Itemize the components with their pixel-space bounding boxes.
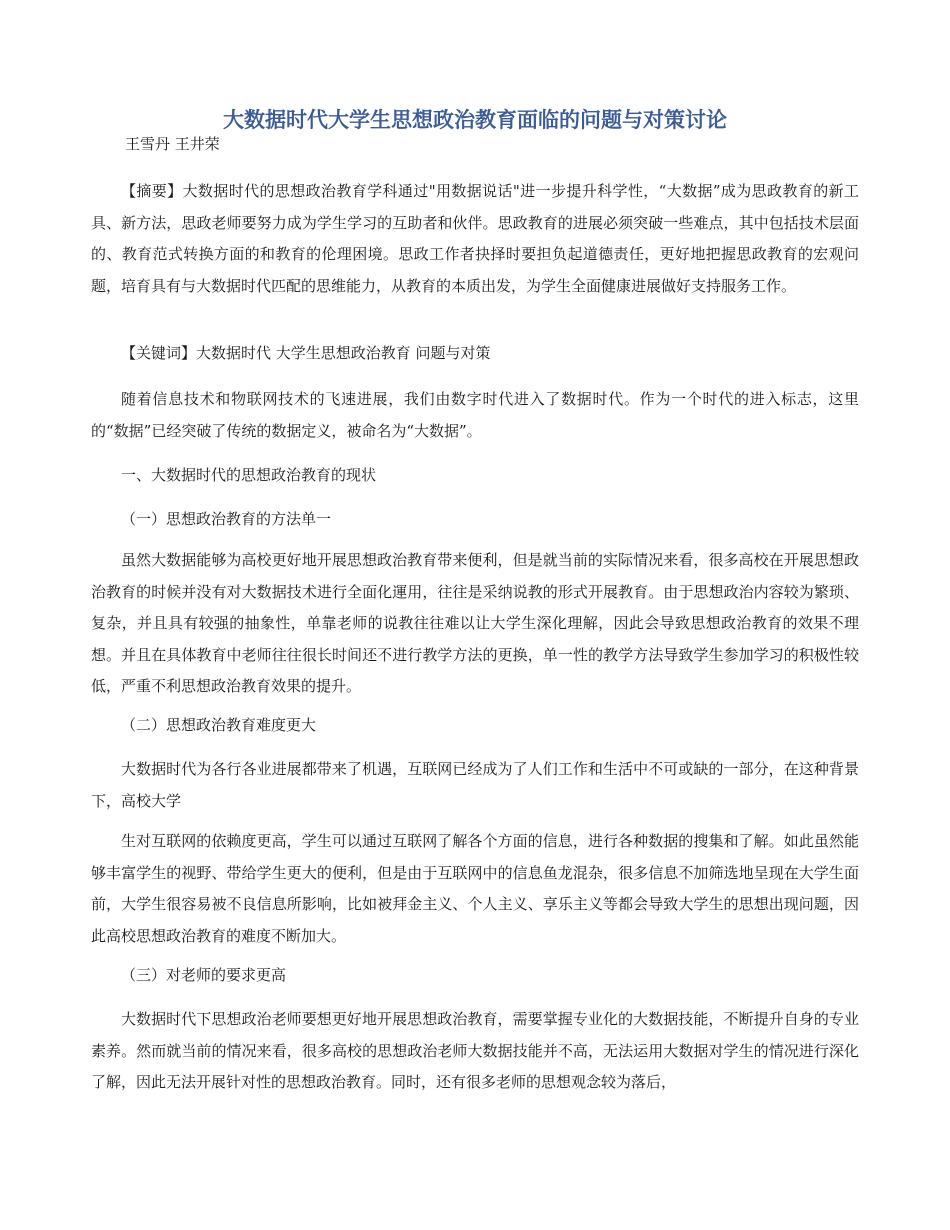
body-paragraph: 大数据时代下思想政治老师要想更好地开展思想政治教育，需要掌握专业化的大数据技能，不断提升自身的专业素养。然而就当前的情况来看，很多高校的思想政治老师大数据技能并不高，无法运用大数据对学生的情况进行深化了解，因此无法开展针对性的思想政治教育。同时，还有很多老师的思想观念较为落后， (91, 1010, 859, 1091)
abstract-paragraph: 【摘要】大数据时代的思想政治教育学科通过"用数据说话"进一步提升科学性，“大数据”成为思政教育的新工具、新方法，思政老师要努力成为学生学习的互助者和伙伴。思政教育的进展必须突破一些难点，其中包括技术层面的、教育范式转换方面的和教育的伦理困境。思政工作者抉择时要担负起道德责任，更好地把握思政教育的宏观问题，培育具有与大数据时代匹配的思维能力，从教育的本质出发，为学生全面健康进展做好支持服务工作。 (91, 182, 859, 295)
subsection-heading: （二）思想政治教育难度更大 (121, 716, 317, 734)
keywords-paragraph: 【关键词】大数据时代 大学生思想政治教育 问题与对策 (121, 344, 491, 362)
body-paragraph: 生对互联网的依赖度更高，学生可以通过互联网了解各个方面的信息，进行各种数据的搜集和了解。如此虽然能够丰富学生的视野、带给学生更大的便利，但是由于互联网中的信息鱼龙混杂，很多信息不加筛选地呈现在大学生面前，大学生很容易被不良信息所影响，比如被拜金主义、个人主义、享乐主义等都会导致大学生的思想出现问题，因此高校思想政治教育的难度不断加大。 (91, 832, 859, 945)
body-paragraph: 大数据时代为各行各业进展都带来了机遇，互联网已经成为了人们工作和生活中不可或缺的一部分，在这种背景下，高校大学 (91, 760, 859, 810)
subsection-heading: （三）对老师的要求更高 (121, 966, 287, 984)
subsection-heading: （一）思想政治教育的方法单一 (121, 510, 332, 528)
intro-paragraph: 随着信息技术和物联网技术的飞速进展，我们由数字时代进入了数据时代。作为一个时代的进入标志，这里的“数据”已经突破了传统的数据定义，被命名为“大数据”。 (91, 390, 859, 440)
document-authors: 王雪丹 王井荣 (125, 135, 220, 153)
document-title: 大数据时代大学生思想政治教育面临的问题与对策讨论 (223, 107, 727, 132)
section-heading: 一、大数据时代的思想政治教育的现状 (121, 466, 377, 484)
body-paragraph: 虽然大数据能够为高校更好地开展思想政治教育带来便利，但是就当前的实际情况来看，很多高校在开展思想政治教育的时候并没有对大数据技术进行全面化運用，往往是采纳说教的形式开展教育。由于思想政治内容较为繁琐、复杂，并且具有较强的抽象性，单靠老师的说教往往难以让大学生深化理解，因此会导致思想政治教育的效果不理想。并且在具体教育中老师往往很长时间还不进行教学方法的更换，单一性的教学方法导致学生参加学习的积极性较低，严重不利思想政治教育效果的提升。 (91, 551, 859, 695)
